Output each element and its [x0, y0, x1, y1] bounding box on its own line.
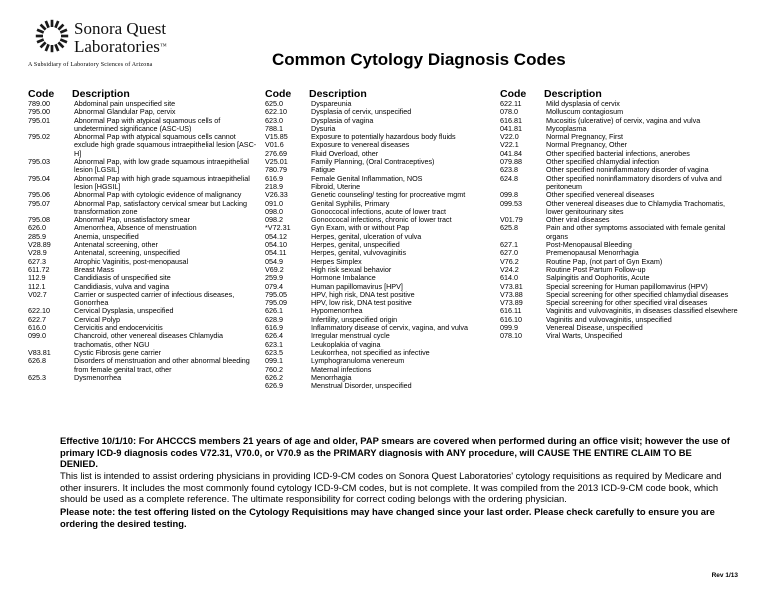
diagnosis-description: Other specified bacterial infections, anerobes — [546, 148, 690, 158]
diagnosis-description: Inflammatory disease of cervix, vagina, and vulva — [311, 323, 469, 333]
diagnosis-code: 112.9 — [28, 273, 46, 283]
diagnosis-code: 795.08 — [28, 215, 50, 225]
diagnosis-description: Antenatal, screening, unspecified — [74, 248, 180, 258]
diagnosis-description: High risk sexual behavior — [311, 264, 392, 274]
code-row — [265, 249, 495, 257]
diagnosis-description: Disorders of menstruation and other abnormal bleeding from female genital tract, other — [74, 356, 250, 374]
logo-ray — [51, 20, 54, 27]
diagnosis-code: 616.10 — [500, 314, 522, 324]
diagnosis-description: Fatigue — [311, 165, 335, 175]
logo-name-line2: Laboratories™ — [74, 37, 167, 56]
diagnosis-code: 616.9 — [265, 323, 283, 333]
diagnosis-description: Other specified noninflammatory disorder of vagina — [546, 165, 709, 175]
diagnosis-code: 091.0 — [265, 198, 283, 208]
diagnosis-description: Post-Menopausal Bleeding — [546, 240, 632, 250]
diagnosis-code: V76.2 — [500, 256, 519, 266]
diagnosis-description: Human papillomavirus [HPV] — [311, 281, 403, 291]
logo-ray — [40, 41, 47, 48]
diagnosis-code: 276.69 — [265, 148, 287, 158]
diagnosis-description: Dysplasia of cervix, unspecified — [311, 107, 412, 117]
diagnosis-code: V69.2 — [265, 264, 284, 274]
code-column-3 — [500, 88, 740, 341]
diagnosis-code: 622.7 — [28, 314, 46, 324]
diagnosis-code: 627.1 — [500, 240, 518, 250]
diagnosis-code: 623.5 — [265, 347, 283, 357]
diagnosis-code: 624.8 — [500, 173, 518, 183]
diagnosis-code: *V72.31 — [265, 223, 291, 233]
diagnosis-code: 616.0 — [28, 323, 46, 333]
diagnosis-code: 218.9 — [265, 181, 283, 191]
diagnosis-description: Mucositis (ulcerative) of cervix, vagina and vulva — [546, 115, 701, 125]
description-header: Description — [544, 88, 602, 100]
logo-name-line1: Sonora Quest — [74, 19, 167, 38]
code-row — [500, 117, 740, 125]
diagnosis-code: 626.2 — [265, 372, 283, 382]
code-row — [265, 175, 495, 183]
diagnosis-description: Irregular menstrual cycle — [311, 331, 390, 341]
diagnosis-description: Cervicitis and endocervicitis — [74, 323, 163, 333]
diagnosis-description: Gonoccocal infections, chronic of lower tract — [311, 215, 452, 225]
diagnosis-code: V26.33 — [265, 190, 288, 200]
diagnosis-description: Salpingitis and Oophoritis, Acute — [546, 273, 650, 283]
diagnosis-description: Molluscum contagiosum — [546, 107, 624, 117]
logo-ray — [37, 29, 45, 34]
logo-ray — [51, 45, 54, 52]
diagnosis-code: 625.3 — [28, 372, 46, 382]
diagnosis-description: Breast Mass — [74, 264, 114, 274]
diagnosis-code: V73.81 — [500, 281, 523, 291]
revision-label: Rev 1/13 — [711, 572, 738, 579]
diagnosis-description: Maternal infections — [311, 364, 372, 374]
diagnosis-code: V73.89 — [500, 298, 523, 308]
diagnosis-code: 285.9 — [28, 231, 46, 241]
diagnosis-description: Amenorrhea, Absence of menstruation — [74, 223, 197, 233]
diagnosis-code: 099.53 — [500, 198, 522, 208]
diagnosis-code: 098.2 — [265, 215, 283, 225]
diagnosis-code: V15.85 — [265, 132, 288, 142]
diagnosis-code: V25.01 — [265, 157, 288, 167]
logo-subtitle: A Subsidiary of Laboratory Sciences of Arizona — [28, 62, 153, 68]
diagnosis-description: Menstrual Disorder, unspecified — [311, 381, 412, 391]
logo-ray — [60, 38, 68, 43]
diagnosis-code: 041.81 — [500, 123, 522, 133]
diagnosis-description: Dysplasia of vagina — [311, 115, 374, 125]
diagnosis-description: Cystic Fibrosis gene carrier — [74, 347, 162, 357]
diagnosis-code: 795.00 — [28, 107, 50, 117]
diagnosis-description: Viral Warts, Unspecified — [546, 331, 623, 341]
diagnosis-code: V01.79 — [500, 215, 523, 225]
code-rows — [28, 100, 258, 382]
diagnosis-description: Female Genital Inflammation, NOS — [311, 173, 423, 183]
diagnosis-code: 795.04 — [28, 173, 50, 183]
diagnosis-code: V24.2 — [500, 264, 519, 274]
diagnosis-code: 099.1 — [265, 356, 283, 366]
diagnosis-code: 626.1 — [265, 306, 283, 316]
diagnosis-code: 098.0 — [265, 206, 283, 216]
diagnosis-description: Other venereal diseases due to Chlamydia Trachomatis, lower genitourinary sites — [546, 198, 725, 216]
diagnosis-code: 079.88 — [500, 157, 522, 167]
diagnosis-code: 054.10 — [265, 240, 287, 250]
diagnosis-description: Family Planning, (Oral Contraceptives) — [311, 157, 435, 167]
diagnosis-code: V28.89 — [28, 240, 51, 250]
code-row — [265, 158, 495, 166]
diagnosis-description: Chancroid, other venereal diseases Chlamydia trachomatis, other NGU — [74, 331, 224, 349]
diagnosis-description: Gonoccocal infections, acute of lower tract — [311, 206, 447, 216]
logo-ray — [57, 41, 64, 48]
diagnosis-description: Leukorrhea, not specified as infective — [311, 347, 430, 357]
column-header — [500, 88, 740, 100]
logo-ray — [40, 24, 47, 31]
diagnosis-code: 626.8 — [28, 356, 46, 366]
diagnosis-code: 622.10 — [265, 107, 287, 117]
logo-ray — [57, 24, 64, 31]
diagnosis-code: 054.11 — [265, 248, 287, 258]
diagnosis-code: 616.11 — [500, 306, 522, 316]
code-header: Code — [265, 88, 292, 100]
diagnosis-code: 616.81 — [500, 115, 522, 125]
code-row — [265, 382, 495, 390]
diagnosis-description: Other specified noninflammatory disorders of vulva and peritoneum — [546, 173, 722, 191]
diagnosis-description: Genital Syphilis, Primary — [311, 198, 390, 208]
diagnosis-code: 099.0 — [28, 331, 46, 341]
diagnosis-code: 795.02 — [28, 132, 50, 142]
diagnosis-description: HPV, high risk, DNA test positive — [311, 289, 415, 299]
diagnosis-description: Candidiasis, vulva and vagina — [74, 281, 170, 291]
diagnosis-description: Normal Pregnancy, Other — [546, 140, 627, 150]
diagnosis-code: 795.05 — [265, 289, 287, 299]
diagnosis-description: Anemia, unspecified — [74, 231, 139, 241]
code-row — [28, 200, 258, 217]
diagnosis-code: 112.1 — [28, 281, 46, 291]
code-row — [28, 307, 258, 315]
code-row — [28, 357, 258, 374]
diagnosis-code: 623.8 — [500, 165, 518, 175]
diagnosis-description: Abnormal Pap with atypical squamous cells cannot exclude high grade squamous intraepithelial lesion [ASC-H] — [74, 132, 257, 158]
logo-ray — [61, 35, 68, 38]
logo-ray — [60, 29, 68, 34]
diagnosis-description: Hormone Imbalance — [311, 273, 376, 283]
diagnosis-code: V83.81 — [28, 347, 51, 357]
diagnosis-description: Special screening for other specified chlamydial diseases — [546, 289, 729, 299]
diagnosis-description: Abnormal Pap with atypical squamous cells of undetermined significance (ASC-US) — [74, 115, 221, 133]
code-row — [500, 332, 740, 340]
logo-ray — [45, 21, 50, 29]
diagnosis-description: Routine Post Partum Follow-up — [546, 264, 646, 274]
diagnosis-description: Menorrhagia — [311, 372, 352, 382]
diagnosis-code: 078.0 — [500, 107, 518, 117]
page-title: Common Cytology Diagnosis Codes — [272, 50, 566, 69]
diagnosis-description: Exposure to venereal diseases — [311, 140, 410, 150]
diagnosis-code: 623.0 — [265, 115, 283, 125]
sunburst-logo-icon — [34, 18, 70, 54]
diagnosis-code: 760.2 — [265, 364, 283, 374]
code-column-2 — [265, 88, 495, 390]
code-row — [28, 258, 258, 266]
diagnosis-description: Special screening for Human papillomavirus (HPV) — [546, 281, 708, 291]
diagnosis-code: 788.1 — [265, 123, 283, 133]
code-row — [28, 175, 258, 192]
code-row — [28, 133, 258, 158]
diagnosis-code: 626.9 — [265, 381, 283, 391]
effective-notice: Effective 10/1/10: For AHCCCS members 21 years of age and older, PAP smears are covered when performed during an office visit; however the use of primary ICD-9 diagnosis codes V72.31, V70.0, or V70.9 as the PRIMARY diagnosis with ANY procedure, will CAUSE THE ENTIRE CLAIM TO BE DENIED. — [60, 435, 730, 469]
diagnosis-description: Fluid Overload, other — [311, 148, 379, 158]
code-rows — [500, 100, 740, 341]
diagnosis-code: 627.3 — [28, 256, 46, 266]
description-header: Description — [72, 88, 130, 100]
code-row — [265, 357, 495, 365]
diagnosis-code: V22.1 — [500, 140, 519, 150]
diagnosis-code: 625.8 — [500, 223, 518, 233]
diagnosis-description: Mycoplasma — [546, 123, 587, 133]
diagnosis-description: Other specified venereal diseases — [546, 190, 655, 200]
code-row — [500, 224, 740, 241]
diagnosis-description: Infertility, unspecified origin — [311, 314, 398, 324]
diagnosis-description: Herpes, genital, ulceration of vulva — [311, 231, 422, 241]
diagnosis-code: V01.6 — [265, 140, 284, 150]
intro-paragraph: This list is intended to assist ordering physicians in providing ICD-9-CM codes on Sonora Quest Laboratories' cytology requisitions as required by Medicare and other insurers. It includes the most commonly found cytology ICD-9-CM codes, but is not complete. It was compiled from the 2013 ICD-9-CM code book, which should be used as a complete reference. The ultimate responsibility for correct coding belongs with the ordering physician. — [60, 470, 722, 504]
diagnosis-code: 795.01 — [28, 115, 50, 125]
diagnosis-code: 054.9 — [265, 256, 283, 266]
diagnosis-code: 259.9 — [265, 273, 283, 283]
code-row — [500, 200, 740, 217]
code-row — [265, 299, 495, 307]
diagnosis-description: Abnormal Pap, unsatisfactory smear — [74, 215, 190, 225]
diagnosis-description: Cervical Dysplasia, unspecified — [74, 306, 174, 316]
diagnosis-description: Routine Pap, (not part of Gyn Exam) — [546, 256, 663, 266]
diagnosis-code: 611.72 — [28, 264, 50, 274]
diagnosis-description: Vaginitis and vulvovaginitis, in diseases classified elsewhere — [546, 306, 738, 316]
diagnosis-description: Dysuria — [311, 123, 336, 133]
diagnosis-description: Abdominal pain unspecified site — [74, 99, 176, 108]
diagnosis-code: V22.0 — [500, 132, 519, 142]
please-note: Please note: the test offering listed on the Cytology Requisitions may have changed since your last order. Please check carefully to ensure you are ordering the desired testing. — [60, 506, 715, 529]
diagnosis-description: Cervical Polyp — [74, 314, 120, 324]
diagnosis-description: Other specified chlamydial infection — [546, 157, 660, 167]
code-header: Code — [28, 88, 55, 100]
diagnosis-description: Lymphogranuloma venereum — [311, 356, 405, 366]
diagnosis-code: 616.9 — [265, 173, 283, 183]
diagnosis-code: 626.4 — [265, 331, 283, 341]
column-header — [265, 88, 495, 100]
diagnosis-code: 623.1 — [265, 339, 283, 349]
diagnosis-code: V73.88 — [500, 289, 523, 299]
code-row — [265, 117, 495, 125]
diagnosis-code: 795.07 — [28, 198, 50, 208]
code-rows — [265, 100, 495, 390]
diagnosis-description: Antenatal screening, other — [74, 240, 158, 250]
diagnosis-description: Fibroid, Uterine — [311, 181, 361, 191]
diagnosis-code: 099.9 — [500, 323, 518, 333]
diagnosis-code: 622.11 — [500, 99, 522, 108]
diagnosis-code: 627.0 — [500, 248, 518, 258]
logo-ray — [54, 44, 59, 52]
diagnosis-description: HPV, low risk, DNA test positive — [311, 298, 412, 308]
diagnosis-description: Normal Pregnancy, First — [546, 132, 623, 142]
logo-ray — [37, 38, 45, 43]
diagnosis-description: Herpes, genital, vulvovaginitis — [311, 248, 407, 258]
diagnosis-description: Herpes, genital, unspecified — [311, 240, 400, 250]
code-row — [265, 266, 495, 274]
diagnosis-code: 078.10 — [500, 331, 522, 341]
code-row — [28, 224, 258, 232]
logo-ray — [45, 44, 50, 52]
diagnosis-description: Abnormal Pap, satisfactory cervical smear but Lacking transformation zone — [74, 198, 247, 216]
diagnosis-description: Vaginitis and vulvovaginitis, unspecified — [546, 314, 672, 324]
diagnosis-code: 625.0 — [265, 99, 283, 108]
diagnosis-code: 789.00 — [28, 99, 50, 108]
diagnosis-description: Special screening for other specified viral diseases — [546, 298, 708, 308]
diagnosis-code: 099.8 — [500, 190, 518, 200]
code-row — [265, 108, 495, 116]
diagnosis-code: 614.0 — [500, 273, 518, 283]
diagnosis-description: Mild dysplasia of cervix — [546, 99, 620, 108]
diagnosis-code: 041.84 — [500, 148, 522, 158]
diagnosis-code: 054.12 — [265, 231, 287, 241]
diagnosis-code: 622.10 — [28, 306, 50, 316]
code-row — [28, 117, 258, 134]
code-row — [265, 366, 495, 374]
company-logo — [28, 18, 228, 78]
diagnosis-description: Dyspareunia — [311, 99, 352, 108]
diagnosis-description: Carrier or suspected carrier of infectious diseases, Gonorrhea — [74, 289, 235, 308]
diagnosis-description: Pain and other symptoms associated with female genital organs — [546, 223, 726, 241]
diagnosis-description: Abnormal Pap, with low grade squamous intraepithelial lesion [LGSIL] — [74, 157, 249, 175]
diagnosis-description: Venereal Disease, unspecified — [546, 323, 643, 333]
diagnosis-code: V28.9 — [28, 248, 47, 258]
code-column-1 — [28, 88, 258, 382]
diagnosis-description: Dysmenorrhea — [74, 372, 122, 382]
description-header: Description — [309, 88, 367, 100]
code-row — [28, 158, 258, 175]
diagnosis-description: Gyn Exam, with or without Pap — [311, 223, 410, 233]
diagnosis-code: 780.79 — [265, 165, 287, 175]
diagnosis-description: Abnormal Glandular Pap, cervix — [74, 107, 176, 117]
diagnosis-description: Abnormal Pap with high grade squamous intraepithelial lesion [HGSIL] — [74, 173, 250, 191]
diagnosis-description: Other viral diseases — [546, 215, 610, 225]
diagnosis-code: 795.06 — [28, 190, 50, 200]
diagnosis-description: Atrophic Vaginitis, post-menopausal — [74, 256, 189, 266]
code-row — [28, 374, 258, 382]
diagnosis-code: 795.03 — [28, 157, 50, 167]
diagnosis-description: Exposure to potentially hazardous body fluids — [311, 132, 456, 142]
diagnosis-code: 626.0 — [28, 223, 46, 233]
diagnosis-code: 628.9 — [265, 314, 283, 324]
diagnosis-description: Candidiasis of unspecified site — [74, 273, 171, 283]
diagnosis-description: Hypomenorrhea — [311, 306, 363, 316]
code-row — [265, 141, 495, 149]
diagnosis-description: Premenopausal Menorrhagia — [546, 248, 639, 258]
code-row — [28, 291, 258, 308]
diagnosis-code: 079.4 — [265, 281, 283, 291]
diagnosis-code: 795.09 — [265, 298, 287, 308]
diagnosis-description: Abnormal Pap with cytologic evidence of malignancy — [74, 190, 242, 200]
code-row — [500, 175, 740, 192]
logo-ray — [54, 21, 59, 29]
diagnosis-description: Leukoplakia of vagina — [311, 339, 381, 349]
logo-ray — [36, 35, 43, 38]
diagnosis-code: V02.7 — [28, 289, 47, 299]
diagnosis-description: Herpes Simplex — [311, 256, 362, 266]
diagnosis-description: Genetic counseling/ testing for procreative mgmt — [311, 190, 466, 200]
code-row — [28, 332, 258, 349]
code-header: Code — [500, 88, 527, 100]
